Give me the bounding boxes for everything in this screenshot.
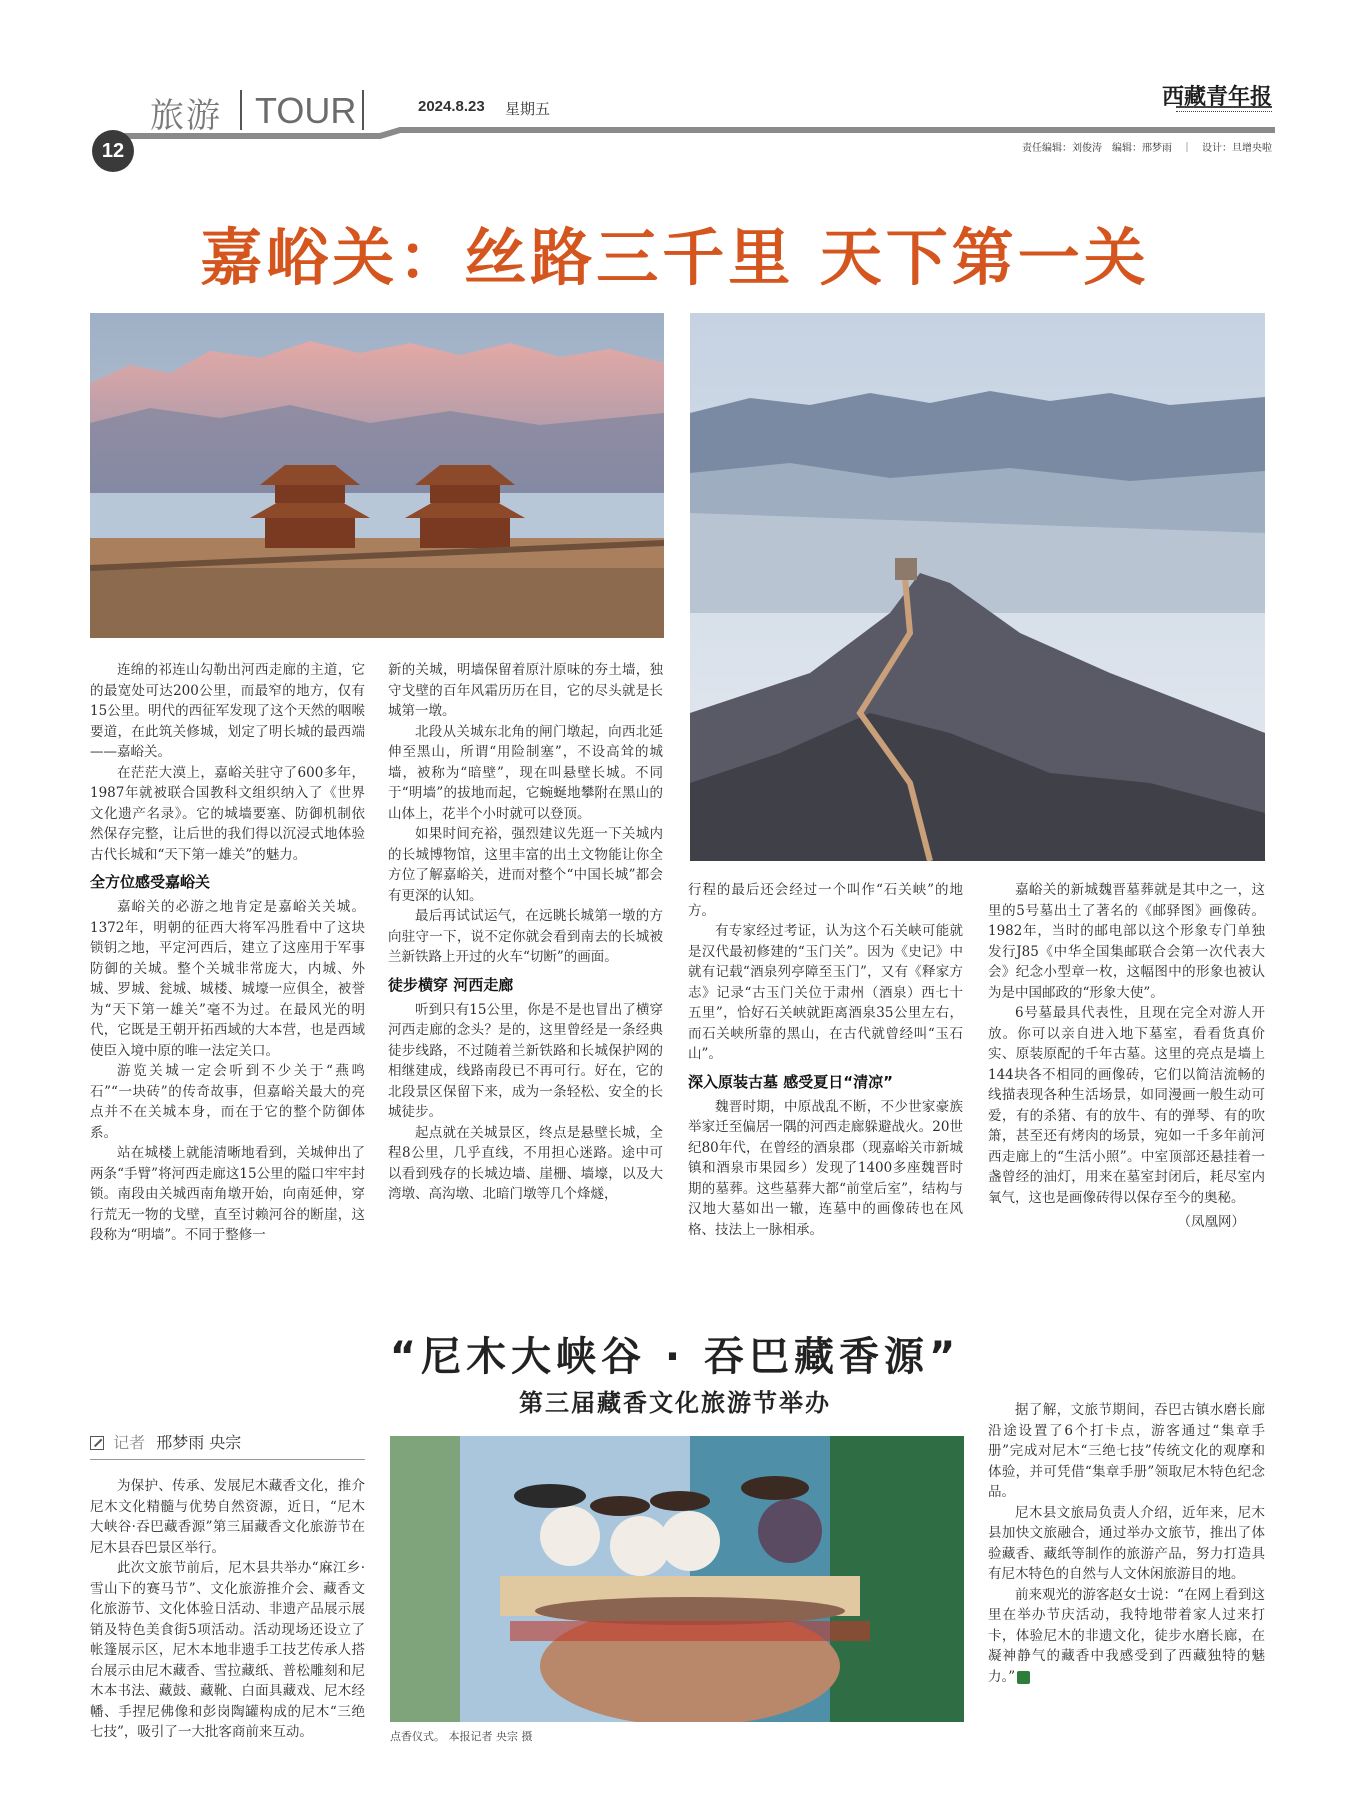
paragraph: 起点就在关城景区，终点是悬壁长城，全程8公里，几乎直线，不用担心迷路。途中可以看到残存的长城边墙、崖栅、墙壕，以及大湾墩、高沟墩、北暗门墩等几个烽燧， [388,1124,663,1202]
byline-names: 邢梦雨 央宗 [156,1433,242,1452]
paragraph: 站在城楼上就能清晰地看到，关城伸出了两条“手臂”将河西走廊这15公里的隘口牢牢封锁。南段由关城西南角墩开始，向南延伸，穿行荒无一物的戈壁，直至讨赖河谷的断崖，这段称为“明墙”。不同于整修一 [90,1145,365,1243]
paragraph: 游览关城一定会听到不少关于“燕鸣石”“一块砖”的传奇故事，但嘉峪关最大的亮点并不在关城本身，而在于它的整个防御体系。 [90,1063,365,1141]
headline: 嘉峪关：丝路三千里 天下第一关 [200,221,1150,294]
article1-column-2 [388,660,663,1205]
section-label-en: TOUR [255,90,357,131]
article1-column-1 [90,660,365,1246]
editors-line: 责任编辑：刘俊涛 编辑：邢梦雨 ｜ 设计：旦增央啦 [1022,143,1272,154]
article2-title: “尼木大峡谷 · 吞巴藏香源” [389,1334,961,1380]
section-heading: 徒步横穿 河西走廊 [388,975,514,994]
paragraph: 听到只有15公里，你是不是也冒出了横穿河西走廊的念头？是的，这里曾经是一条经典徒步线路，不过随着兰新铁路和长城保护网的相继建成，线路南段已不再可行。好在，它的北段景区保留下来，成为一条轻松、安全的长城徒步。 [388,1001,663,1120]
tibetan-masthead [1176,106,1272,112]
article2-column-1 [90,1476,365,1743]
paragraph [988,1585,1265,1688]
paragraph-text: 前来观光的游客赵女士说：“在网上看到这里在举办节庆活动，我特地带着家人过来打卡，体验尼木的非遗文化，徒步水磨长廊，在凝神静气的藏香中我感受到了西藏独特的魅力。” [988,1586,1265,1685]
article1-column-3 [688,880,963,1240]
paragraph: 魏晋时期，中原战乱不断，不少世家豪族举家迁至偏居一隅的河西走廊躲避战火。20世纪80年代，在曾经的酒泉郡（现嘉峪关市新城镇和酒泉市果园乡）发现了1400多座魏晋时期的墓葬。这些墓葬大都“前堂后室”，结构与汉地大墓如出一辙，连墓中的画像砖也在风格、技法上一脉相承。 [688,1098,963,1238]
photo-jiayuguan-pass [90,313,664,638]
end-mark-icon [1017,1671,1030,1684]
photo-incense-ceremony [390,1436,964,1722]
paragraph: 在茫茫大漠上，嘉峪关驻守了600多年，1987年就被联合国教科文组织纳入了《世界文化遗产名录》。它的城墙要塞、防御机制依然保存完整，让后世的我们得以沉浸式地体验古代长城和“天下第一雄关”的魅力。 [90,764,365,863]
page-number: 12 [92,130,134,172]
paragraph: 尼木县文旅局负责人介绍，近年来，尼木县加快文旅融合，通过举办文旅节，推出了体验藏香、藏纸等制作的旅游产品，努力打造具有尼木特色的自然与人文休闲旅游目的地。 [988,1504,1265,1582]
newspaper-name: 西藏青年报 [1161,84,1272,110]
paragraph: 6号墓最具代表性，且现在完全对游人开放。你可以亲自进入地下墓室，看看货真价实、原装原配的千年古墓。这里的亮点是墙上144块各不相同的画像砖，它们以简洁流畅的线描表现各种生活场景，如同漫画一般生动可爱，有的杀猪、有的放牛、有的弹琴、有的吹箫，甚至还有烤肉的场景，宛如一千多年前河西走廊上的“生活小照”。中室顶部还悬挂着一盏曾经的油灯，用来在墓室封闭后，耗尽室内氧气，这也是画像砖得以保存至今的奥秘。 [988,1005,1265,1206]
paragraph: 据了解，文旅节期间，吞巴古镇水磨长廊沿途设置了6个打卡点，游客通过“集章手册”完成对尼木“三绝七技”传统文化的观摩和体验，并可凭借“集章手册”领取尼木特色纪念品。 [988,1402,1265,1500]
paragraph: 有专家经过考证，认为这个石关峡可能就是汉代最初修建的“玉门关”。因为《史记》中就有记载“酒泉列亭障至玉门”，又有《释家方志》记录“古玉门关位于肃州（酒泉）西七十五里”，恰好石关峡就距离酒泉35公里左右，而石关峡所靠的黑山，在古代就曾经叫“玉石山”。 [688,923,963,1062]
article1-column-4 [988,880,1265,1233]
section-heading: 深入原装古墓 感受夏日“清凉” [688,1072,893,1091]
issue-date: 2024.8.23 [418,98,485,115]
issue-weekday: 星期五 [505,100,551,118]
paragraph: 嘉峪关的必游之地肯定是嘉峪关关城。1372年，明朝的征西大将军冯胜看中了这块锁钥之地，平定河西后，建立了这座用于军事防御的关城。整个关城非常庞大，内城、外城、罗城、瓮城、城楼、城壕一应俱全，被誉为“天下第一雄关”毫不为过。在最风光的明代，它既是王朝开拓西域的大本营，也是西域使臣入境中原的唯一法定关口。 [90,899,365,1059]
pen-icon [90,1436,104,1450]
paragraph: 行程的最后还会经过一个叫作“石关峡”的地方。 [688,882,963,919]
paragraph: 连绵的祁连山勾勒出河西走廊的主道，它的最宽处可达200公里，而最窄的地方，仅有15公里。明代的西征军发现了这个天然的咽喉要道，在此筑关修城，划定了明长城的最西端——嘉峪关。 [90,662,365,760]
paragraph: 最后再试试运气，在远眺长城第一墩的方向驻守一下，说不定你就会看到南去的长城被兰新铁路上开过的火车“切断”的画面。 [388,908,663,965]
article2-column-2 [988,1400,1265,1687]
section-label-cn: 旅游 [150,96,222,136]
paragraph: 嘉峪关的新城魏晋墓葬就是其中之一，这里的5号墓出土了著名的《邮驿图》画像砖。1982年，当时的邮电部以这个形象专门单独发行J85《中华全国集邮联合会第一次代表大会》纪念小型章一枚，这幅图中的形象也被认为是中国邮政的“形象大使”。 [988,882,1265,1001]
paragraph: 为保护、传承、发展尼木藏香文化，推介尼木文化精髓与优势自然资源，近日，“尼木大峡谷·吞巴藏香源”第三届藏香文化旅游节在尼木县吞巴景区举行。 [90,1478,365,1556]
photo-overhanging-great-wall [690,313,1265,861]
paragraph: 新的关城，明墙保留着原汁原味的夯土墙，独守戈壁的百年风霜历历在目，它的尽头就是长城第一墩。 [388,662,663,719]
paragraph: 如果时间充裕，强烈建议先逛一下关城内的长城博物馆，这里丰富的出土文物能让你全方位了解嘉峪关，进而对整个“中国长城”都会有更深的认知。 [388,826,663,904]
paragraph: 此次文旅节前后，尼木县共举办“麻江乡·雪山下的赛马节”、文化旅游推介会、藏香文化旅游节、文化体验日活动、非遗产品展示展销及特色美食街5项活动。活动现场还设立了帐篷展示区，尼木本地非遗手工技艺传承人搭台展示由尼木藏香、雪拉藏纸、普松雕刻和尼木本书法、藏鼓、藏靴、白面具藏戏、尼木经幡、手捏尼佛像和彭岗陶罐构成的尼木“三绝七技”，吸引了一大批客商前来互动。 [90,1560,365,1740]
article2-subtitle: 第三届藏香文化旅游节举办 [519,1388,831,1417]
byline [90,1430,365,1460]
paragraph: 北段从关城东北角的闸门墩起，向西北延伸至黑山，所谓“用险制塞”，不设高耸的城墙，被称为“暗壁”，现在叫悬壁长城。不同于“明墙”的拔地而起，它蜿蜒地攀附在黑山的山体上，花半个小时就可以登顶。 [388,723,663,822]
source-credit: （凤凰网） [1177,1214,1245,1230]
byline-role: 记者 [113,1433,146,1452]
section-heading: 全方位感受嘉峪关 [90,873,211,891]
photo-caption: 点香仪式。 本报记者 央宗 摄 [390,1730,533,1743]
